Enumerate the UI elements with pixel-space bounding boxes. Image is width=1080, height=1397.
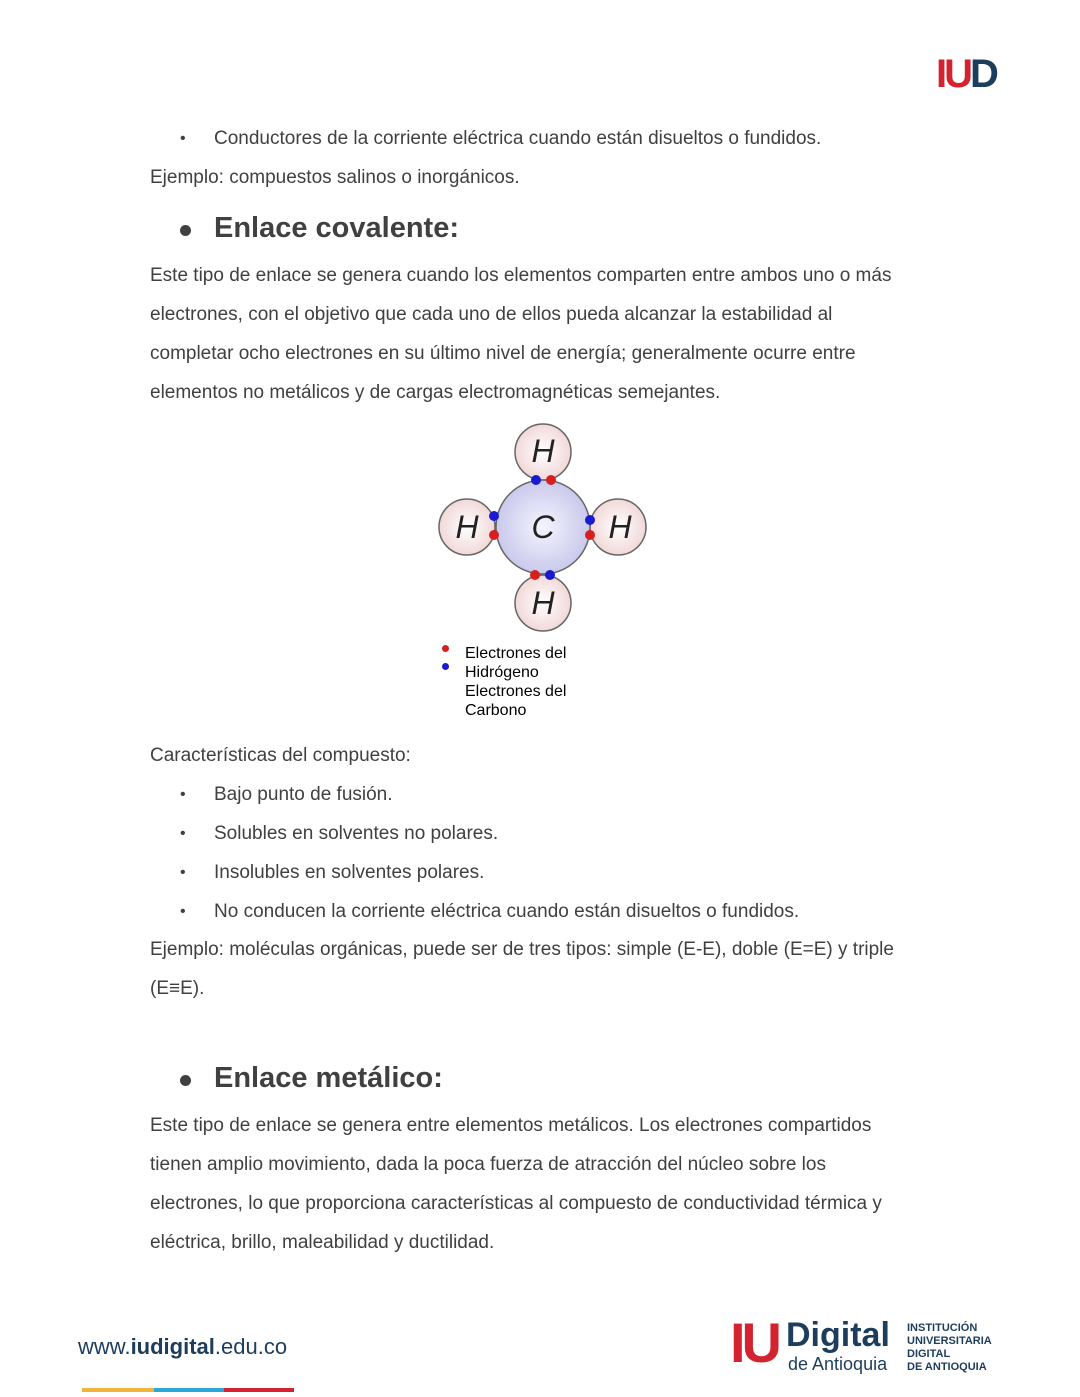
legend-carbon-line1: Electrones del: [465, 683, 567, 700]
list-item-text: Solubles en solventes no polares.: [214, 823, 499, 844]
paragraph-line: electrones, lo que proporciona características al compuesto de conductividad térmica y: [150, 1193, 882, 1214]
atom-label-c: C: [531, 509, 555, 545]
logo-letter-i: I: [936, 52, 945, 96]
atom-label-h-top: H: [531, 433, 555, 469]
metallic-paragraph: [150, 1106, 940, 1262]
list-item-text: Bajo punto de fusión.: [214, 784, 393, 805]
institution-line: DIGITAL: [907, 1348, 951, 1360]
legend-hydrogen-line2: Hidrógeno: [465, 664, 539, 681]
bullet-icon: •: [180, 130, 186, 147]
footer-color-bar-blue: [154, 1388, 224, 1392]
list-item-text: Conductores de la corriente eléctrica cuando están disueltos o fundidos.: [214, 128, 822, 149]
hydrogen-electron: [489, 530, 499, 540]
paragraph-line: Ejemplo: moléculas orgánicas, puede ser de tres tipos: simple (E-E), doble (E=E) y triple: [150, 939, 894, 960]
institution-line: UNIVERSITARIA: [907, 1335, 992, 1347]
url-suffix: .edu.co: [214, 1334, 288, 1359]
url-bold: iudigital: [130, 1334, 215, 1359]
paragraph-line: Este tipo de enlace se genera cuando los elementos comparten entre ambos uno o más: [150, 265, 892, 286]
hydrogen-electron: [530, 570, 540, 580]
paragraph-line: (E≡E).: [150, 978, 205, 999]
carbon-electron: [545, 570, 555, 580]
carbon-electron: [489, 511, 499, 521]
example-text: Ejemplo: compuestos salinos o inorgánicos.: [150, 167, 520, 188]
methane-covalent-diagram: [430, 418, 660, 638]
footer-color-bar-red: [224, 1388, 294, 1392]
footer-website-link[interactable]: [78, 1334, 287, 1360]
logo-letter-u: U: [944, 52, 971, 96]
url-prefix: www.: [78, 1334, 131, 1359]
carbon-electron: [585, 515, 595, 525]
footer-institution-text: [907, 1322, 992, 1374]
covalent-paragraph: [150, 256, 940, 412]
atom-label-h-right: H: [608, 509, 632, 545]
list-item-text: Insolubles en solventes polares.: [214, 862, 485, 883]
institution-line: DE ANTIOQUIA: [907, 1361, 987, 1373]
paragraph-line: electrones, con el objetivo que cada uno de ellos pueda alcanzar la estabilidad al: [150, 304, 833, 325]
heading-text: Enlace metálico:: [214, 1062, 443, 1094]
footer-logo: [730, 1311, 895, 1378]
bullet-icon: [180, 1075, 191, 1086]
paragraph-line: elementos no metálicos y de cargas electromagnéticas semejantes.: [150, 382, 721, 403]
bullet-icon: •: [180, 786, 186, 803]
institution-line: INSTITUCIÓN: [907, 1322, 978, 1334]
bullet-icon: •: [180, 825, 186, 842]
hydrogen-electron: [585, 530, 595, 540]
legend-hydrogen-swatch: [442, 645, 449, 652]
covalent-example: [150, 930, 940, 1008]
atom-label-h-bottom: H: [531, 585, 555, 621]
logo-letter-d: D: [970, 52, 996, 96]
paragraph-line: Este tipo de enlace se genera entre elementos metálicos. Los electrones compartidos: [150, 1115, 872, 1136]
carbon-electron: [531, 475, 541, 485]
footer-logo-digital: Digital: [786, 1316, 890, 1354]
footer-logo-iu: IU: [730, 1311, 778, 1374]
list-item-text: No conducen la corriente eléctrica cuando están disueltos o fundidos.: [214, 901, 800, 922]
hydrogen-electron: [546, 475, 556, 485]
atom-label-h-left: H: [455, 509, 479, 545]
legend-carbon-line2: Carbono: [465, 702, 527, 719]
footer-color-bar-yellow: [82, 1388, 154, 1392]
header-logo: [936, 52, 996, 97]
heading-text: Enlace covalente:: [214, 212, 459, 244]
bullet-icon: •: [180, 903, 186, 920]
bullet-icon: •: [180, 864, 186, 881]
paragraph-line: completar ocho electrones en su último nivel de energía; generalmente ocurre entre: [150, 343, 856, 364]
legend-hydrogen-line1: Electrones del: [465, 645, 567, 662]
paragraph-line: tienen amplio movimiento, dada la poca fuerza de atracción del núcleo sobre los: [150, 1154, 826, 1175]
footer-logo-antioquia: de Antioquia: [788, 1354, 888, 1374]
legend-labels: [465, 644, 566, 720]
bullet-icon: [180, 225, 191, 236]
characteristics-title: Características del compuesto:: [150, 745, 411, 766]
paragraph-line: eléctrica, brillo, maleabilidad y ductilidad.: [150, 1232, 495, 1253]
legend-carbon-swatch: [442, 663, 449, 670]
